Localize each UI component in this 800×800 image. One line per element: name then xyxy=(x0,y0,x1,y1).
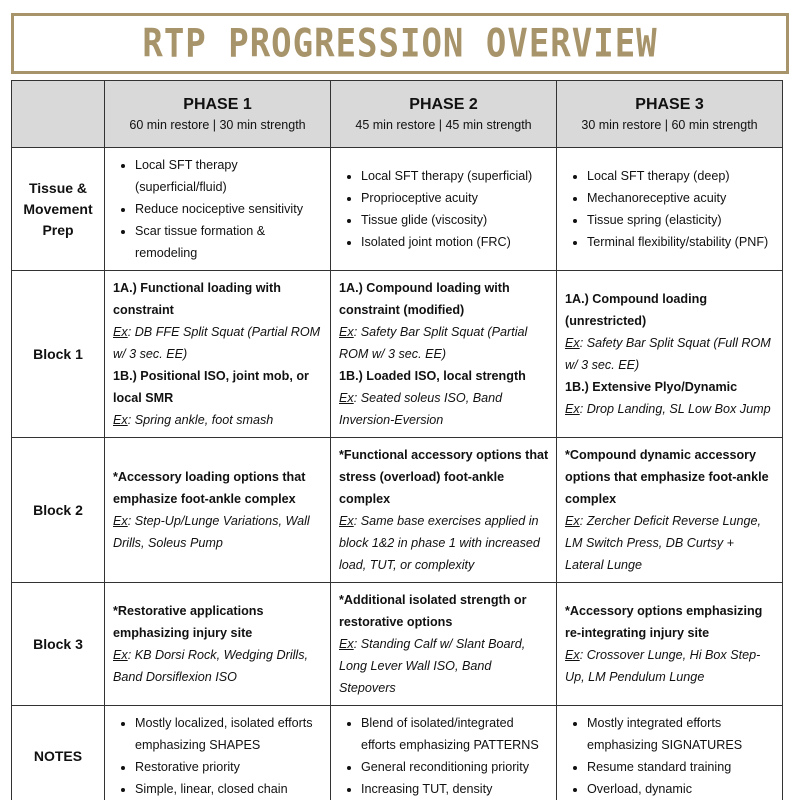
example-text xyxy=(113,510,323,554)
example-text xyxy=(113,321,323,365)
block-3-phase-2 xyxy=(331,583,557,706)
example-text xyxy=(565,644,775,688)
example-detail: : DB FFE Split Squat (Partial ROM w/ 3 sec. EE) xyxy=(113,325,321,361)
phase-3-header xyxy=(557,81,783,148)
block-3-row xyxy=(12,583,783,706)
rtp-table xyxy=(11,80,783,800)
list-item: • Mechanoreceptive acuity xyxy=(587,187,775,209)
exercise-heading: 1A.) Compound loading (unrestricted) xyxy=(565,292,708,328)
block-1-phase-2 xyxy=(331,271,557,438)
list-item: • Mostly localized, isolated efforts emphasizing SHAPES xyxy=(135,712,323,756)
example-text xyxy=(565,332,775,376)
example-tag: Ex xyxy=(113,413,128,427)
exercise-heading: *Compound dynamic accessory options that emphasize foot-ankle complex xyxy=(565,448,769,506)
list-item: • Restorative priority xyxy=(135,756,323,778)
list-item: • Proprioceptive acuity xyxy=(361,187,549,209)
example-detail: : Safety Bar Split Squat (Full ROM w/ 3 sec. EE) xyxy=(565,336,771,372)
prep-phase-1 xyxy=(105,148,331,271)
exercise-heading: 1B.) Loaded ISO, local strength xyxy=(339,369,526,383)
block-3-phase-3 xyxy=(557,583,783,706)
exercise-heading: 1A.) Compound loading with constraint (modified) xyxy=(339,281,510,317)
example-detail: : Standing Calf w/ Slant Board, Long Lever Wall ISO, Band Stepovers xyxy=(339,637,526,695)
block-2-phase-1 xyxy=(105,438,331,583)
example-tag: Ex xyxy=(565,402,580,416)
corner-cell xyxy=(12,81,105,148)
list-item: • Scar tissue formation & remodeling xyxy=(135,220,323,264)
exercise-heading: 1B.) Extensive Plyo/Dynamic xyxy=(565,380,738,394)
example-text xyxy=(339,510,549,576)
phase-subtitle: 30 min restore | 60 min strength xyxy=(581,118,758,132)
example-tag: Ex xyxy=(339,514,354,528)
page-title: RTP PROGRESSION OVERVIEW xyxy=(142,20,658,67)
example-tag: Ex xyxy=(113,648,128,662)
block-1-row xyxy=(12,271,783,438)
list-item: • Tissue glide (viscosity) xyxy=(361,209,549,231)
example-detail: : KB Dorsi Rock, Wedging Drills, Band Dorsiflexion ISO xyxy=(113,648,309,684)
row-label-block-3: Block 3 xyxy=(12,583,105,706)
example-tag: Ex xyxy=(339,325,354,339)
row-label-line: Prep xyxy=(42,221,74,238)
title-banner xyxy=(11,13,789,74)
row-label-block-1: Block 1 xyxy=(12,271,105,438)
list-item: • Terminal flexibility/stability (PNF) xyxy=(587,231,775,253)
block-2-phase-2 xyxy=(331,438,557,583)
block-1-phase-3 xyxy=(557,271,783,438)
phase-name: PHASE 1 xyxy=(183,96,252,113)
row-label-prep xyxy=(12,148,105,271)
phase-name: PHASE 3 xyxy=(635,96,704,113)
list-item: • Blend of isolated/integrated efforts emphasizing PATTERNS xyxy=(361,712,549,756)
block-3-phase-1 xyxy=(105,583,331,706)
block-2-phase-3 xyxy=(557,438,783,583)
list-item: • Isolated joint motion (FRC) xyxy=(361,231,549,253)
notes-phase-2 xyxy=(331,706,557,800)
example-tag: Ex xyxy=(565,336,580,350)
prep-row xyxy=(12,148,783,271)
list-item: • Simple, linear, closed chain xyxy=(135,778,323,800)
row-label-notes: NOTES xyxy=(12,706,105,800)
example-detail: : Crossover Lunge, Hi Box Step-Up, LM Pendulum Lunge xyxy=(565,648,761,684)
example-text xyxy=(565,398,775,420)
exercise-heading: *Accessory options emphasizing re-integrating injury site xyxy=(565,604,763,640)
header-row xyxy=(12,81,783,148)
example-text xyxy=(339,387,549,431)
exercise-heading: 1B.) Positional ISO, joint mob, or local SMR xyxy=(113,369,309,405)
example-detail: : Zercher Deficit Reverse Lunge, LM Switch Press, DB Curtsy + Lateral Lunge xyxy=(565,514,761,572)
example-detail: : Step-Up/Lunge Variations, Wall Drills, Soleus Pump xyxy=(113,514,310,550)
block-2-row xyxy=(12,438,783,583)
phase-name: PHASE 2 xyxy=(409,96,478,113)
example-tag: Ex xyxy=(565,648,580,662)
list-item: • Overload, dynamic xyxy=(587,778,775,800)
list-item: • Mostly integrated efforts emphasizing SIGNATURES xyxy=(587,712,775,756)
exercise-heading: *Accessory loading options that emphasize foot-ankle complex xyxy=(113,470,306,506)
example-detail: : Seated soleus ISO, Band Inversion-Eversion xyxy=(339,391,503,427)
phase-subtitle: 60 min restore | 30 min strength xyxy=(129,118,306,132)
exercise-heading: *Additional isolated strength or restorative options xyxy=(339,593,527,629)
phase-2-header xyxy=(331,81,557,148)
list-item: • Local SFT therapy (superficial) xyxy=(361,165,549,187)
notes-phase-1 xyxy=(105,706,331,800)
prep-phase-2 xyxy=(331,148,557,271)
example-tag: Ex xyxy=(113,514,128,528)
phase-1-header xyxy=(105,81,331,148)
example-detail: : Spring ankle, foot smash xyxy=(127,413,274,427)
list-item: • Reduce nociceptive sensitivity xyxy=(135,198,323,220)
example-tag: Ex xyxy=(339,637,354,651)
notes-phase-3 xyxy=(557,706,783,800)
example-text xyxy=(113,409,323,431)
exercise-heading: 1A.) Functional loading with constraint xyxy=(113,281,281,317)
notes-row xyxy=(12,706,783,800)
example-tag: Ex xyxy=(565,514,580,528)
prep-phase-3 xyxy=(557,148,783,271)
example-text xyxy=(565,510,775,576)
example-tag: Ex xyxy=(339,391,354,405)
example-detail: : Safety Bar Split Squat (Partial ROM w/ 3 sec. EE) xyxy=(339,325,528,361)
phase-subtitle: 45 min restore | 45 min strength xyxy=(355,118,532,132)
example-detail: : Same base exercises applied in block 1&2 in phase 1 with increased load, TUT, or complexity xyxy=(339,514,540,572)
example-detail: : Drop Landing, SL Low Box Jump xyxy=(579,402,771,416)
row-label-line: Tissue & xyxy=(28,179,88,196)
block-1-phase-1 xyxy=(105,271,331,438)
list-item: • Local SFT therapy (superficial/fluid) xyxy=(135,154,323,198)
row-label-line: Movement xyxy=(23,200,93,217)
list-item: • Increasing TUT, density xyxy=(361,778,549,800)
example-text xyxy=(113,644,323,688)
example-text xyxy=(339,633,549,699)
row-label-block-2: Block 2 xyxy=(12,438,105,583)
list-item: • Resume standard training xyxy=(587,756,775,778)
list-item: • Tissue spring (elasticity) xyxy=(587,209,775,231)
exercise-heading: *Functional accessory options that stress (overload) foot-ankle complex xyxy=(339,448,549,506)
list-item: • Local SFT therapy (deep) xyxy=(587,165,775,187)
list-item: • General reconditioning priority xyxy=(361,756,549,778)
example-tag: Ex xyxy=(113,325,128,339)
example-text xyxy=(339,321,549,365)
exercise-heading: *Restorative applications emphasizing injury site xyxy=(113,604,264,640)
